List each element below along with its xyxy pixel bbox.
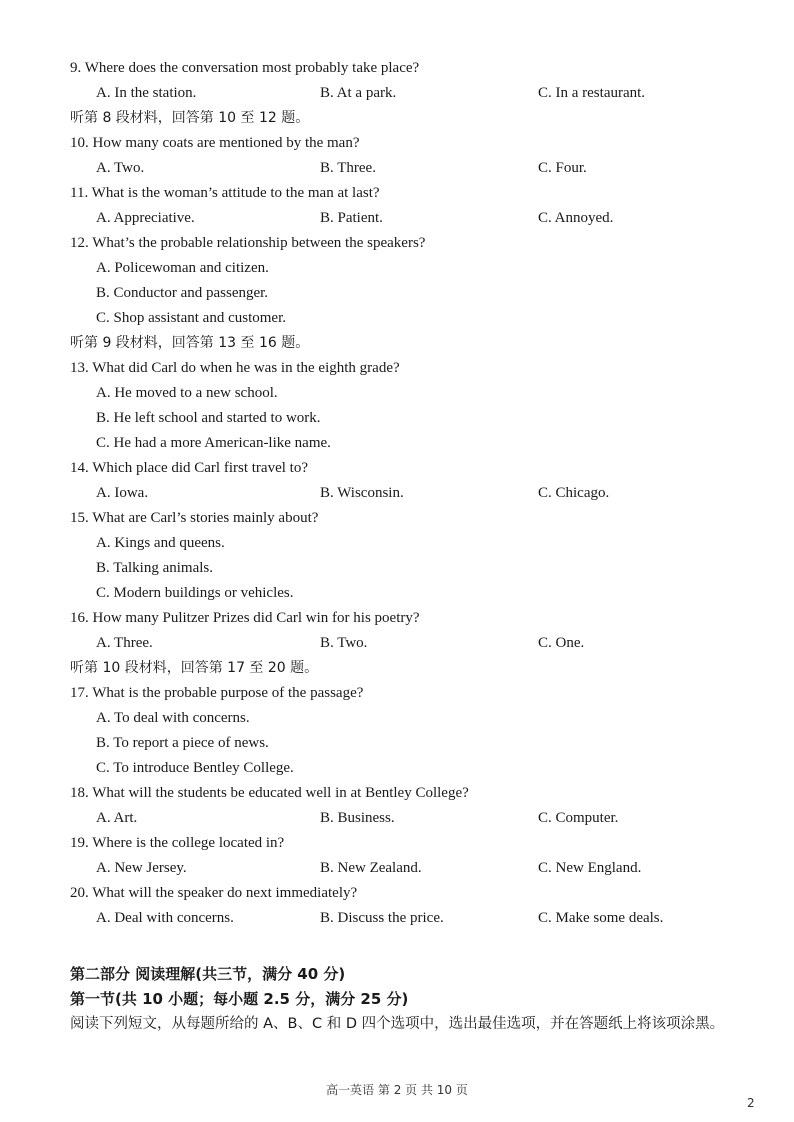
option-a: A. Appreciative. — [96, 210, 195, 226]
reading-instruction: 阅读下列短文，从每题所给的 A、B、C 和 D 四个选项中，选出最佳选项，并在答题纸上将该项涂黑。 — [70, 1016, 725, 1032]
option-c: C. Computer. — [538, 810, 619, 826]
option-b: B. Business. — [320, 810, 395, 826]
option-b: B. Discuss the price. — [320, 910, 444, 926]
question-stem: 9. Where does the conversation most probably take place? — [70, 60, 420, 76]
option-a: A. Two. — [96, 160, 145, 176]
question-stem: 11. What is the woman’s attitude to the man at last? — [70, 185, 380, 201]
page-footer: 高一英语 第 2 页 共 10 页 — [326, 1083, 468, 1097]
option-b: B. New Zealand. — [320, 860, 422, 876]
option-b: B. Wisconsin. — [320, 485, 404, 501]
option-a: A. New Jersey. — [96, 860, 187, 876]
question-stem: 15. What are Carl’s stories mainly about? — [70, 510, 319, 526]
option-c: C. Make some deals. — [538, 910, 664, 926]
option-a: A. Three. — [96, 635, 153, 651]
option-c: C. He had a more American-like name. — [96, 435, 331, 451]
option-a: A. Art. — [96, 810, 138, 826]
option-a: A. Kings and queens. — [96, 535, 225, 551]
option-c: C. Annoyed. — [538, 210, 614, 226]
option-c: C. One. — [538, 635, 585, 651]
option-b: B. Two. — [320, 635, 368, 651]
question-stem: 16. How many Pulitzer Prizes did Carl win for his poetry? — [70, 610, 420, 626]
option-b: B. He left school and started to work. — [96, 410, 321, 426]
question-stem: 10. How many coats are mentioned by the man? — [70, 135, 360, 151]
page-number: 2 — [747, 1096, 755, 1110]
option-a: A. Iowa. — [96, 485, 149, 501]
option-c: C. To introduce Bentley College. — [96, 760, 294, 776]
section-instruction: 听第 9 段材料，回答第 13 至 16 题。 — [70, 335, 310, 351]
question-stem: 19. Where is the college located in? — [70, 835, 285, 851]
option-c: C. Four. — [538, 160, 587, 176]
question-stem: 13. What did Carl do when he was in the eighth grade? — [70, 360, 400, 376]
option-a: A. Policewoman and citizen. — [96, 260, 269, 276]
option-b: B. Conductor and passenger. — [96, 285, 269, 301]
section-instruction: 听第 10 段材料，回答第 17 至 20 题。 — [70, 660, 319, 676]
question-stem: 12. What’s the probable relationship between the speakers? — [70, 235, 426, 251]
option-c: C. Shop assistant and customer. — [96, 310, 286, 326]
option-c: C. Chicago. — [538, 485, 610, 501]
question-stem: 17. What is the probable purpose of the passage? — [70, 685, 364, 701]
option-b: B. At a park. — [320, 85, 397, 101]
option-a: A. Deal with concerns. — [96, 910, 234, 926]
option-b: B. Patient. — [320, 210, 383, 226]
part-heading: 第二部分 阅读理解(共三节，满分 40 分) — [70, 965, 346, 983]
question-stem: 18. What will the students be educated well in at Bentley College? — [70, 785, 469, 801]
question-stem: 20. What will the speaker do next immediately? — [70, 885, 358, 901]
option-b: B. To report a piece of news. — [96, 735, 269, 751]
question-stem: 14. Which place did Carl first travel to? — [70, 460, 308, 476]
option-c: C. In a restaurant. — [538, 85, 646, 101]
option-a: A. He moved to a new school. — [96, 385, 278, 401]
option-a: A. In the station. — [96, 85, 197, 101]
option-b: B. Talking animals. — [96, 560, 213, 576]
option-c: C. Modern buildings or vehicles. — [96, 585, 294, 601]
option-a: A. To deal with concerns. — [96, 710, 250, 726]
section-subheading: 第一节(共 10 小题；每小题 2.5 分，满分 25 分) — [70, 990, 409, 1008]
option-b: B. Three. — [320, 160, 376, 176]
section-instruction: 听第 8 段材料，回答第 10 至 12 题。 — [70, 110, 310, 126]
option-c: C. New England. — [538, 860, 642, 876]
